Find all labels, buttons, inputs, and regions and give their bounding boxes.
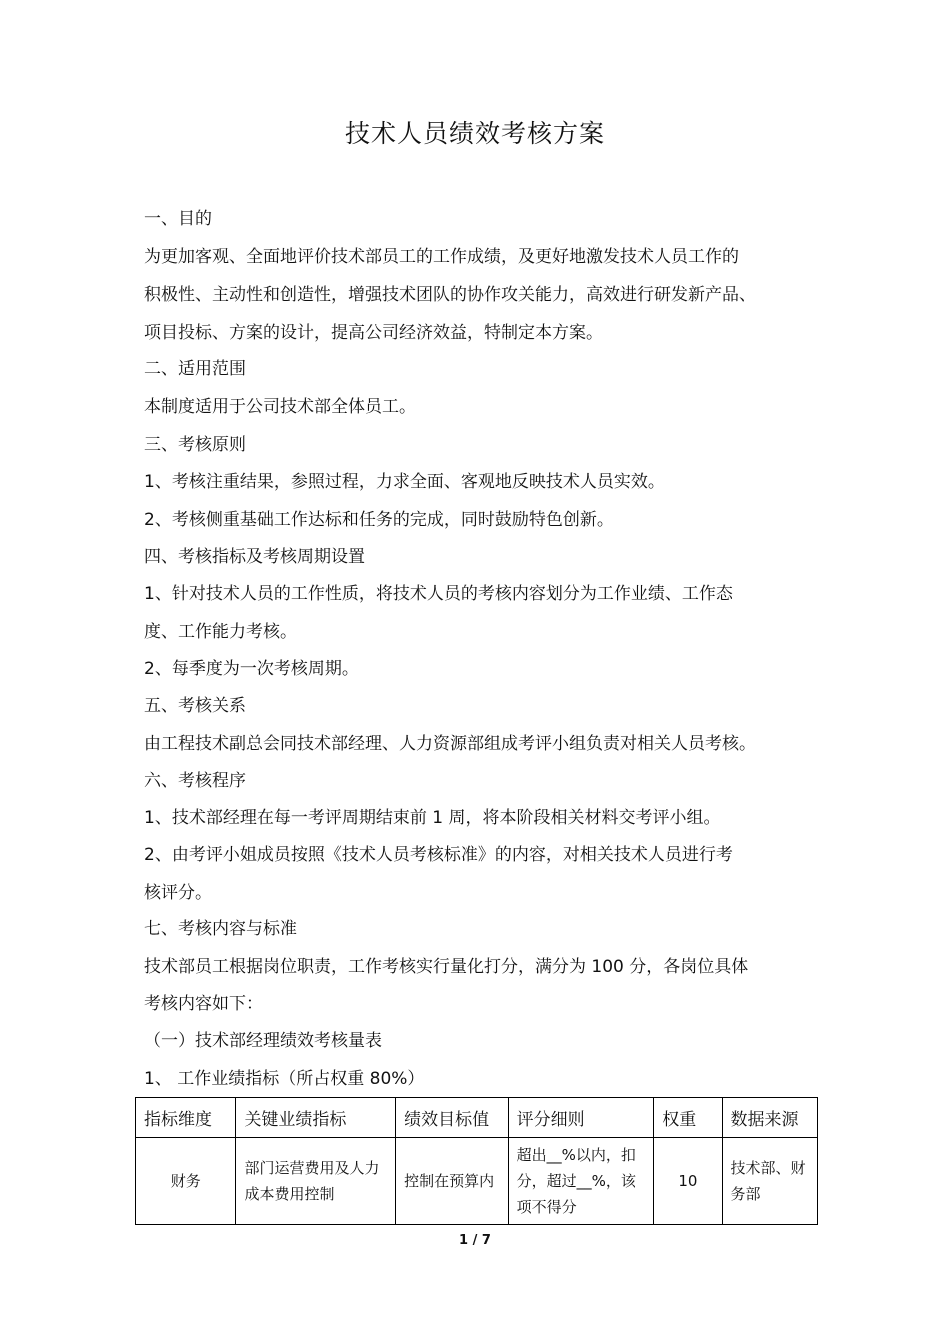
text-line: 1、技术部经理在每一考评周期结束前 1 周，将本阶段相关材料交考评小组。 [144,808,721,828]
text-line: 1、 工作业绩指标（所占权重 80%） [144,1069,425,1089]
table-cell: 超出__%以内，扣分，超过__%，该项不得分 [508,1138,654,1225]
text-line: 技术部员工根据岗位职责，工作考核实行量化打分，满分为 100 分，各岗位具体 [144,957,749,977]
kpi-table [135,1097,818,1225]
text-line: 为更加客观、全面地评价技术部员工的工作成绩，及更好地激发技术人员工作的 [144,247,739,267]
text-line: 考核内容如下： [144,994,263,1014]
text-line: 四、考核指标及考核周期设置 [144,547,365,567]
text-line: 2、由考评小姐成员按照《技术人员考核标准》的内容，对相关技术人员进行考 [144,845,733,865]
text-line: 三、考核原则 [144,435,246,455]
table-row [136,1138,818,1225]
text-line: 六、考核程序 [144,771,246,791]
text-line: 1、针对技术人员的工作性质，将技术人员的考核内容划分为工作业绩、工作态 [144,584,733,604]
table-header-cell: 绩效目标值 [396,1098,508,1138]
table-cell: 控制在预算内 [396,1138,508,1225]
table-header-cell: 评分细则 [508,1098,654,1138]
table-header-cell: 数据来源 [722,1098,817,1138]
text-line: 积极性、主动性和创造性，增强技术团队的协作攻关能力，高效进行研发新产品、 [144,285,756,305]
text-line: 项目投标、方案的设计，提高公司经济效益，特制定本方案。 [144,323,603,343]
text-line: 度、工作能力考核。 [144,622,297,642]
text-line: 由工程技术副总会同技术部经理、人力资源部组成考评小组负责对相关人员考核。 [144,734,756,754]
table-header-cell: 权重 [654,1098,722,1138]
document-title: 技术人员绩效考核方案 [344,119,605,148]
text-line: 二、适用范围 [144,359,246,379]
table-header-row [136,1098,818,1138]
text-line: 本制度适用于公司技术部全体员工。 [144,397,416,417]
text-line: 2、每季度为一次考核周期。 [144,659,359,679]
table-header-cell: 关键业绩指标 [236,1098,396,1138]
table-cell: 10 [654,1138,722,1225]
text-line: 七、考核内容与标准 [144,919,297,939]
table-header-cell: 指标维度 [136,1098,236,1138]
text-line: 2、考核侧重基础工作达标和任务的完成，同时鼓励特色创新。 [144,510,614,530]
text-line: 一、目的 [144,209,212,229]
table-cell: 技术部、财务部 [722,1138,817,1225]
text-line: （一）技术部经理绩效考核量表 [144,1031,382,1051]
table-cell: 财务 [136,1138,236,1225]
text-line: 1、考核注重结果，参照过程，力求全面、客观地反映技术人员实效。 [144,472,665,492]
table-cell: 部门运营费用及人力成本费用控制 [236,1138,396,1225]
text-line: 核评分。 [144,883,212,903]
text-line: 五、考核关系 [144,696,246,716]
page-number: 1 / 7 [459,1233,491,1248]
